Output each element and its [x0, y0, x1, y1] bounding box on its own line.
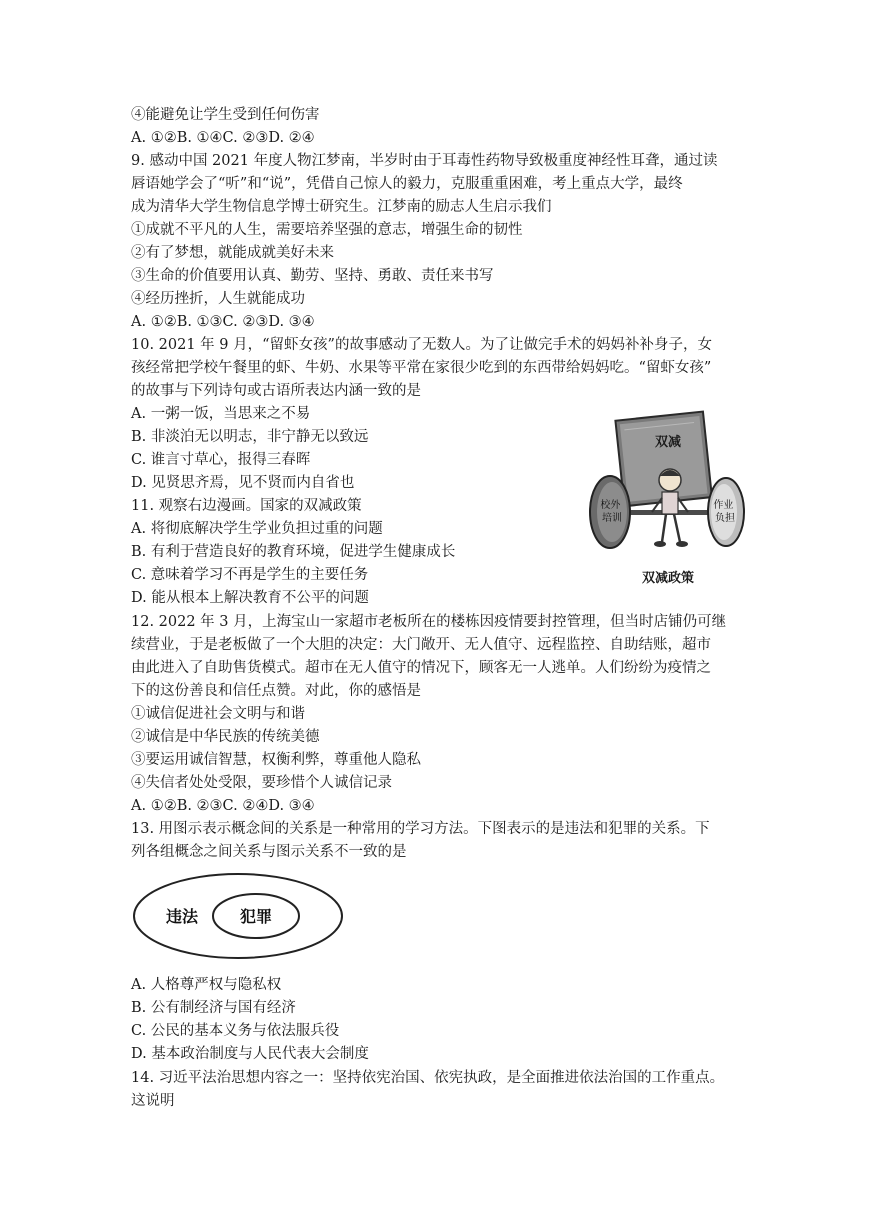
- outer-label: 违法: [165, 907, 199, 926]
- right-weight: [708, 478, 744, 546]
- option-line: B. 有利于营造良好的教育环境，促进学生健康成长: [131, 544, 456, 560]
- inner-label: 犯罪: [239, 907, 273, 926]
- option-line: A. 将彻底解决学生学业负担过重的问题: [131, 521, 383, 537]
- option-line: ②诚信是中华民族的传统美德: [131, 729, 320, 745]
- option-line: D. 基本政治制度与人民代表大会制度: [131, 1046, 369, 1062]
- question-12-stem: 续营业，于是老板做了一个大胆的决定：大门敞开、无人值守、远程监控、自助结账，超市: [131, 637, 711, 653]
- option-line: B. 公有制经济与国有经济: [131, 1000, 296, 1016]
- option-line: D. 能从根本上解决教育不公平的问题: [131, 590, 369, 606]
- option-line: ①诚信促进社会文明与和谐: [131, 706, 305, 722]
- question-10-stem: 孩经常把学校午餐里的虾、牛奶、水果等平常在家很少吃到的东西带给妈妈吃。“留虾女孩”: [131, 360, 712, 376]
- answer-choices: A. ①②B. ②③C. ②④D. ③④: [131, 798, 315, 814]
- option-line: ②有了梦想，就能成就美好未来: [131, 245, 334, 261]
- left-weight: [590, 476, 630, 548]
- option-line: A. 一粥一饭，当思来之不易: [131, 406, 311, 422]
- question-12-stem: 下的这份善良和信任点赞。对此，你的感悟是: [131, 683, 421, 699]
- double-reduction-cartoon: [588, 402, 746, 590]
- option-line: ④经历挫折，人生就能成功: [131, 291, 305, 307]
- option-line: ④失信者处处受限，要珍惜个人诚信记录: [131, 775, 392, 791]
- question-10-stem: 的故事与下列诗句或古语所表达内涵一致的是: [131, 383, 421, 399]
- option-line: A. 人格尊严权与隐私权: [131, 977, 282, 993]
- option-line: C. 意味着学习不再是学生的主要任务: [131, 567, 369, 583]
- option-line: B. 非淡泊无以明志，非宁静无以致远: [131, 429, 369, 445]
- option-line: C. 公民的基本义务与依法服兵役: [131, 1023, 340, 1039]
- right-weight-label-line1: 作业: [713, 500, 734, 511]
- question-11-stem: 11. 观察右边漫画。国家的双减政策: [131, 498, 362, 514]
- question-13-stem: 列各组概念之间关系与图示关系不一致的是: [131, 844, 407, 860]
- question-14-stem: 这说明: [131, 1093, 175, 1109]
- question-9-stem: 9. 感动中国 2021 年度人物江梦南，半岁时由于耳毒性药物导致极重度神经性耳聋，通过读: [131, 153, 718, 169]
- answer-choices: A. ①②B. ①④C. ②③D. ②④: [131, 130, 315, 146]
- concept-relation-diagram: [128, 868, 350, 964]
- left-weight-label-line2: 培训: [602, 513, 622, 524]
- question-9-stem: 唇语她学会了“听”和“说”，凭借自己惊人的毅力，克服重重困难，考上重点大学，最终: [131, 176, 683, 192]
- option-line: C. 谁言寸草心，报得三春晖: [131, 452, 311, 468]
- question-9-stem: 成为清华大学生物信息学博士研究生。江梦南的励志人生启示我们: [131, 199, 552, 215]
- option-line: ③生命的价值要用认真、勤劳、坚持、勇敢、责任来书写: [131, 268, 494, 284]
- sign-label: 双减: [654, 435, 682, 450]
- question-12-stem: 12. 2022 年 3 月，上海宝山一家超市老板所在的楼栋因疫情要封控管理，但当时店铺仍可继: [131, 614, 727, 630]
- option-line: ③要运用诚信智慧，权衡利弊，尊重他人隐私: [131, 752, 421, 768]
- answer-choices: A. ①②B. ①③C. ②③D. ③④: [131, 314, 315, 330]
- question-12-stem: 由此进入了自助售货模式。超市在无人值守的情况下，顾客无一人逃单。人们纷纷为疫情之: [131, 660, 711, 676]
- question-13-stem: 13. 用图示表示概念间的关系是一种常用的学习方法。下图表示的是违法和犯罪的关系。下: [131, 821, 710, 837]
- right-weight-label-line2: 负担: [715, 513, 735, 524]
- option-line: D. 见贤思齐焉，见不贤而内自省也: [131, 475, 355, 491]
- option-line: ④能避免让学生受到任何伤害: [131, 107, 320, 123]
- option-line: ①成就不平凡的人生，需要培养坚强的意志，增强生命的韧性: [131, 222, 523, 238]
- cartoon-caption: 双减政策: [641, 571, 695, 586]
- left-weight-label-line1: 校外: [600, 500, 621, 511]
- question-14-stem: 14. 习近平法治思想内容之一：坚持依宪治国、依宪执政，是全面推进依法治国的工作重点。: [131, 1070, 725, 1086]
- question-10-stem: 10. 2021 年 9 月，“留虾女孩”的故事感动了无数人。为了让做完手术的妈妈补补身子，女: [131, 337, 712, 353]
